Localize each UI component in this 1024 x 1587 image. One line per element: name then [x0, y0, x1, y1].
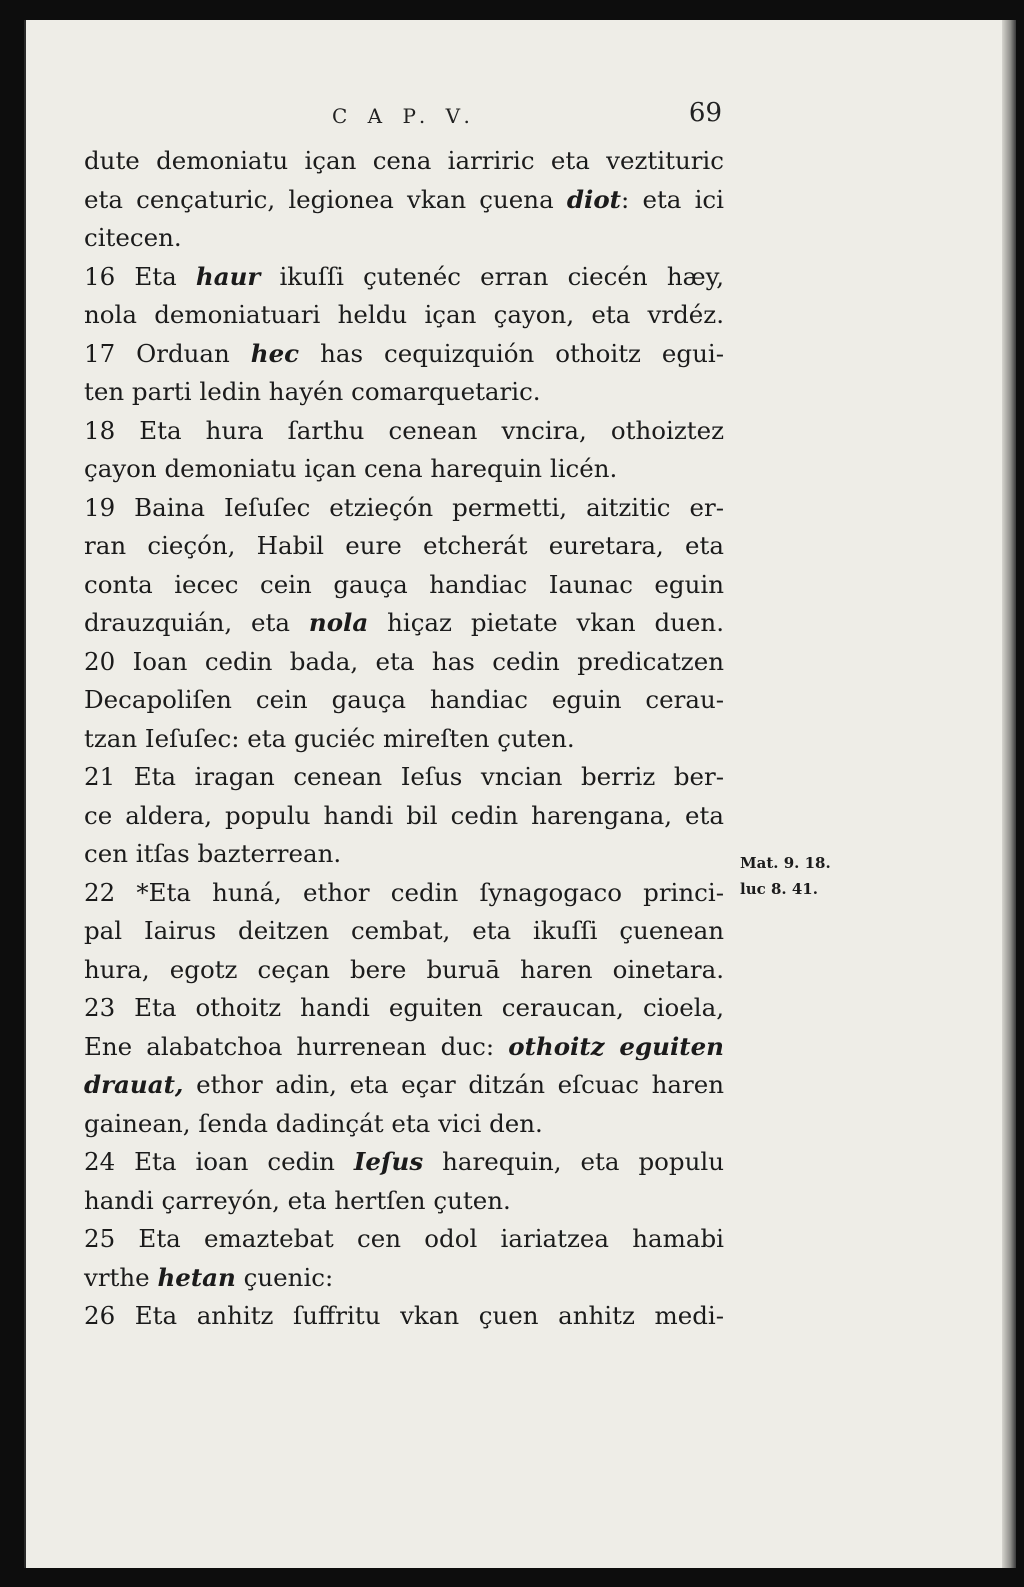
- text-run: conta iecec cein gauça handiac Iaunac eguin: [84, 569, 724, 599]
- text-line: [84, 1297, 724, 1336]
- text-run: ikuſſi çutenéc erran ciecén hæy,: [260, 261, 725, 291]
- text-run: 21 Eta iragan cenean Ieſus vncian berriz ber-: [84, 762, 724, 791]
- text-line: [84, 219, 724, 258]
- text-run: 16 Eta: [84, 261, 196, 291]
- text-run: çayon demoniatu içan cena harequin licén.: [84, 454, 618, 483]
- text-run: çuenic:: [235, 1262, 334, 1292]
- italic-text-run: hec: [250, 338, 300, 368]
- text-run: nola demoniatuari heldu içan çayon, eta vrdéz.: [84, 300, 724, 329]
- text-run: ten parti ledin hayén comarquetaric.: [84, 377, 541, 406]
- text-line: [84, 912, 724, 951]
- text-run: has cequizquión othoitz egui-: [299, 338, 725, 368]
- text-line: [84, 412, 724, 451]
- text-run: Ene alabatchoa hurrenean duc:: [84, 1031, 509, 1061]
- text-line: [84, 373, 724, 412]
- text-run: 19 Baina Ieſuſec etzieçón permetti, aitzitic er-: [84, 492, 724, 522]
- italic-text-run: diot: [566, 184, 621, 214]
- text-run: ce aldera, populu handi bil cedin harengana, eta: [84, 800, 724, 830]
- text-line: [84, 797, 724, 836]
- italic-text-run: drauat,: [84, 1070, 184, 1099]
- text-run: pal Iairus deitzen cembat, eta ikuſſi çuenean: [84, 916, 724, 945]
- text-run: ethor adin, eta eçar ditzán eſcuac haren: [183, 1070, 724, 1099]
- italic-text-run: nola: [308, 608, 369, 637]
- text-line: [84, 1105, 724, 1144]
- text-line: [84, 296, 724, 335]
- text-line: [84, 1028, 724, 1067]
- text-line: [84, 681, 724, 720]
- text-line: [84, 566, 724, 605]
- italic-text-run: haur: [195, 261, 261, 291]
- text-run: ran cieçón, Habil eure etcherát euretara, eta: [84, 531, 724, 560]
- text-run: eta cençaturic, legionea vkan çuena: [84, 184, 567, 214]
- page-edge-shadow: [1002, 20, 1016, 1568]
- text-line: [84, 489, 724, 528]
- text-run: 20 Ioan cedin bada, eta has cedin predicatzen: [84, 646, 724, 676]
- text-line: [84, 720, 724, 759]
- marginal-reference-line: Mat. 9. 18.: [740, 854, 831, 872]
- marginal-reference-line: luc 8. 41.: [740, 880, 818, 898]
- text-line: [84, 142, 724, 181]
- text-run: hiçaz pietate vkan duen.: [368, 608, 725, 637]
- text-run: 24 Eta ioan cedin: [84, 1147, 354, 1176]
- text-line: [84, 450, 724, 489]
- text-line: [84, 604, 724, 643]
- text-run: vrthe: [84, 1262, 158, 1292]
- text-line: [84, 951, 724, 990]
- text-line: [84, 1066, 724, 1105]
- chapter-heading: C A P. V.: [332, 104, 477, 128]
- text-line: [84, 835, 724, 874]
- text-run: harequin, eta populu: [423, 1147, 724, 1176]
- running-head: [332, 98, 722, 132]
- text-line: [84, 1220, 724, 1259]
- text-line: [84, 643, 724, 682]
- text-run: : eta ici: [621, 184, 724, 214]
- text-line: [84, 335, 724, 374]
- text-run: handi çarreyón, eta hertſen çuten.: [84, 1185, 511, 1215]
- text-line: [84, 1259, 724, 1298]
- text-run: 23 Eta othoitz handi eguiten ceraucan, cioela,: [84, 993, 724, 1022]
- text-run: 17 Orduan: [84, 338, 251, 368]
- text-run: drauzquián, eta: [84, 608, 309, 637]
- text-run: hura, egotz ceçan bere buruā haren oinetara.: [84, 954, 724, 984]
- text-run: dute demoniatu içan cena iarriric eta veztituric: [84, 146, 724, 175]
- text-line: [84, 874, 724, 913]
- text-line: [84, 181, 724, 220]
- text-line: [84, 258, 724, 297]
- italic-text-run: othoitz eguiten: [508, 1031, 724, 1061]
- text-run: gainean, ſenda dadinçát eta vici den.: [84, 1108, 543, 1138]
- text-run: citecen.: [84, 223, 182, 252]
- text-run: 26 Eta anhitz ſuffritu vkan çuen anhitz medi-: [84, 1301, 724, 1330]
- text-line: [84, 989, 724, 1028]
- text-run: 25 Eta emaztebat cen odol iariatzea hamabi: [84, 1224, 724, 1253]
- italic-text-run: Ieſus: [353, 1147, 424, 1176]
- text-run: tzan Ieſuſec: eta guciéc mireſten çuten.: [84, 723, 575, 753]
- italic-text-run: hetan: [157, 1262, 236, 1292]
- text-line: [84, 758, 724, 797]
- text-line: [84, 1182, 724, 1221]
- text-line: [84, 527, 724, 566]
- body-text: [84, 142, 724, 1336]
- text-line: [84, 1143, 724, 1182]
- text-run: cen itſas bazterrean.: [84, 839, 342, 868]
- text-run: Decapoliſen cein gauça handiac eguin cerau-: [84, 685, 724, 714]
- text-run: 18 Eta hura ſarthu cenean vncira, othoiztez: [84, 415, 724, 445]
- page-number: 69: [688, 98, 722, 128]
- text-run: 22 *Eta huná, ethor cedin ſynagogaco princi-: [84, 877, 724, 907]
- marginal-reference: [740, 850, 860, 902]
